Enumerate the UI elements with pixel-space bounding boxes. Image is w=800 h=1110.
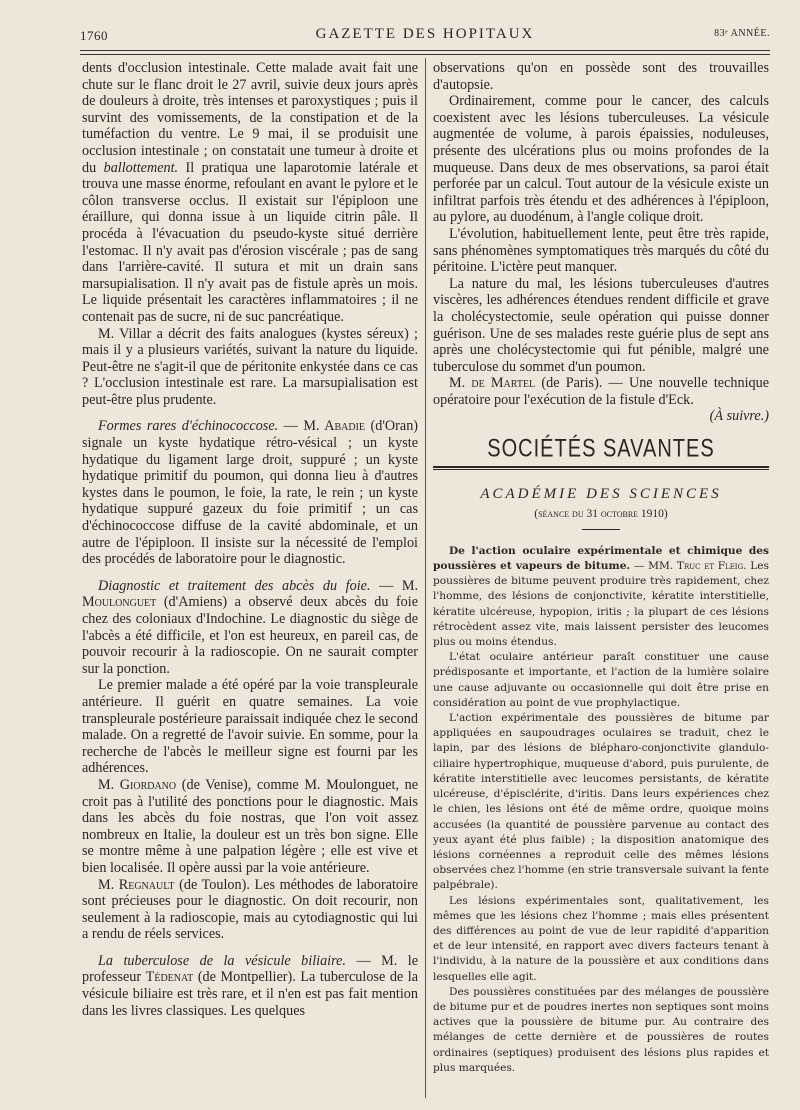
paragraph: Ordinairement, comme pour le cancer, des calculs coexistent avec les lésions tuberculeuses. La vésicule augmentée de volume, à parois épaissies, noduleuses, présente des ulcérations plus ou moins profondes de la muqueuse. Dans deux de mes observations, sa paroi était perforée par un calcul. Tout autour de la vésicule existe un infiltrat parfois très étendu et des adhérences à l'épiploon, au pylore, au duodénum, à l'angle colique droit. (433, 93, 769, 226)
paragraph: M. de Martel (de Paris). — Une nouvelle technique opératoire pour l'exécution de la fistule d'Eck. (433, 375, 770, 408)
report-title: De l'action oculaire expérimentale et chimique des poussières et vapeurs de bitume. (433, 544, 769, 573)
paragraph: dents d'occlusion intestinale. Cette malade avait fait une chute sur le flanc droit le 27 avril, suivie deux jours après de douleurs à droite, très intenses et paroxystiques ; puis il survint des vomissements, de la constipation et de la tuméfaction du ventre. Le 9 mai, il se produisit une occlusion intestinale ; on constatait une tumeur à droite et du ballottement. Il pratiqua une laparotomie latérale et trouva une masse énorme, refoulant en avant le pylore et le côlon transverse occlus. Il existait sur l'épiploon une éraillure, qui donna issue à un liquide citrin pâle. Il procéda à l'évacuation du pseudo-kyste situé derrière l'estomac. Il n'y avait pas d'érosion viscérale ; pas de sang dans l'arrière-cavité. Il sutura et mit un drain sans marsupialisation. Il n'y avait pas de fistule après un mois. Le liquide présentait les caractères inflammatoires ; il ne contenait pas de sucre, ni de suc pancréatique. (82, 60, 418, 325)
header-rule (80, 50, 770, 55)
section-heading: Formes rares d'échinococcose. (98, 418, 279, 435)
author-name: M. Moulonguet (82, 577, 419, 611)
paragraph: M. Giordano (de Venise), comme M. Moulonguet, ne croit pas à l'utilité des ponctions pour le diagnostic. Mais dans les abcès du foie nostras, que l'on voit assez nombreux en Italie, la douleur est un très bon signe. Elle se montre même à une palpation légère ; elle est vive et bien localisée. Il opère aussi par la voie antérieure. (82, 776, 419, 876)
paragraph: La nature du mal, les lésions tuberculeuses d'autres viscères, les adhérences étendues rendent difficile et grave la cholécystectomie, seule opération qui puisse donner guérison. Une de ses malades reste guérie plus de sept ans après une cholécystectomie qui fut pénible, malgré une tuberculose du sommet d'un poumon. (433, 275, 769, 375)
paragraph: L'évolution, habituellement lente, peut être très rapide, sans phénomènes symptomatiques très marqués du côté du péritoine. L'ictère peut manquer. (433, 225, 769, 276)
column-divider (425, 58, 426, 1098)
author-name: M. Abadie (303, 418, 366, 435)
paragraph: De l'action oculaire expérimentale et chimique des poussières et vapeurs de bitume. — MM. Truc et Fleig. Les poussières de bitume peuvent produire très rapidement, chez l'homme, des lésions de conjonctivite, kératite interstitielle, kératite ulcéreuse, hypopion, iritis ; la plupart de ces lésions rétrocèdent assez vite, mais laissent persister des leucomes plus ou moins étendus. (433, 544, 769, 649)
paragraph: Diagnostic et traitement des abcès du foie. — M. Moulonguet (d'Amiens) a observé deux abcès du foie chez des coloniaux d'Indochine. Le diagnostic du siège de l'abcès a été difficile, et l'on est heureux, en pareil cas, de pouvoir recourir à la radioscopie. On ne saurait compter sur la ponction. (82, 577, 419, 677)
page-number: 1760 (80, 28, 108, 43)
paragraph: observations qu'on en possède sont des trouvailles d'autopsie. (433, 60, 769, 93)
section-rule-thin (433, 469, 769, 470)
journal-title: GAZETTE DES HOPITAUX (315, 26, 535, 42)
paragraph: Les lésions expérimentales sont, qualitativement, les mêmes que les lésions chez l'homme ; mais elles présentent des différences au point de vue de leur rapidité d'apparition et de leur intensité, en rapport avec divers facteurs tenant à l'individu, à la nature de la poussière et aux conditions dans lesquelles elle agit. (433, 894, 769, 983)
session-date: (séance du 31 octobre 1910) (534, 508, 668, 521)
paragraph: Le premier malade a été opéré par la voie transpleurale antérieure. Il guérit en quatre semaines. La voie transpleurale postérieure paraissait indiquée chez le second malade. On a regretté de l'avoir suivie. En somme, pour la recherche de l'abcès le meilleur signe est fourni par les adhérences. (82, 677, 418, 777)
right-column (433, 60, 769, 1076)
section-title: SOCIÉTÉS SAVANTES (487, 435, 715, 463)
author-name: M. Giordano (98, 776, 177, 793)
author-names: — MM. Truc et Fleig. (633, 560, 747, 573)
paragraph: La tuberculose de la vésicule biliaire. — M. le professeur Tédenat (de Montpellier). La tuberculose de la vésicule biliaire est très rare, et il n'en est pas fait mention dans les livres classiques. Les quelques (82, 952, 419, 1019)
paragraph: M. Villar a décrit des faits analogues (kystes séreux) ; mais il y a plusieurs variétés, suivant la nature du liquide. Peut-être ne s'agit-il que de péritonite enkystée dans ce cas ? L'occlusion intestinale est rare. La marsupialisation est peut-être plus prudente. (82, 325, 418, 408)
academy-report (433, 544, 769, 1076)
author-name: Tédenat (145, 969, 194, 986)
paragraph: L'action expérimentale des poussières de bitume par appliquées en saupoudrages oculaires se traduit, chez le lapin, par des lésions de blépharo-conjonctivite glandulo-ciliaire hypertrophique, muqueuse d'abord, puis purulente, de kératite interstitielle avec leucomes persistants, de kératite ulcéreuse, d'épisclérite, d'iritis. Dans leurs expériences chez le chien, les lésions ont été de même ordre, quoique moins accusées (la quantité de poussière parvenue au contact des yeux ayant été plus faible) ; la disposition anatomique des lésions cornéennes a reproduit celle des mêmes lésions observées chez l'homme (en strie transversale suivant la fente palpébrale). (433, 712, 769, 892)
section-rule (433, 466, 769, 468)
paragraph: L'état oculaire antérieur paraît constituer une cause prédisposante et importante, et l'action de la lumière solaire une cause adjuvante ou occasionnelle qui doit être prise en considération au point de vue prophylactique. (433, 651, 769, 709)
page-header (80, 24, 770, 48)
paragraph: M. Regnault (de Toulon). Les méthodes de laboratoire sont précieuses pour le diagnostic. On doit recourir, non seulement à la radioscopie, mais au cytodiagnostic qui lui a rendu de réels services. (82, 876, 418, 943)
section-heading: Diagnostic et traitement des abcès du foie. (98, 577, 371, 594)
left-column (82, 60, 418, 1019)
section-heading: La tuberculose de la vésicule biliaire. (98, 952, 346, 969)
paragraph: Des poussières constituées par des mélanges de poussière de bitume pur et de poudres inertes non septiques sont moins actives que la poussière de bitume pur. Au contraire des mélanges de cette dernière et de poussières de routes ordinaires (septiques) produisent des lésions plus rapides et plus marquées. (433, 985, 769, 1074)
issue-label: 83ᵉ ANNÉE. (714, 28, 770, 39)
academy-title: ACADÉMIE DES SCIENCES (480, 485, 722, 502)
paragraph: Formes rares d'échinococcose. — M. Abadie (d'Oran) signale un kyste hydatique rétro-vésical ; un kyste hydatique du ligament large droit, suppuré ; un kyste hydatique primitif du poumon, qui donna lieu à d'autres kystes dans le poumon, le foie, la rate, le rein ; un kyste hydatique suppuré gazeux du foie primitif ; un cas d'échinococcose diffuse de la cavité abdominale, et un autre de l'épiploon. Il insiste sur la nécessité de l'emploi des procédés de laboratoire pour le diagnostic. (82, 418, 419, 568)
author-name: M. de Martel (449, 375, 536, 392)
author-name: M. Regnault (98, 876, 175, 893)
short-divider (582, 529, 620, 530)
to-be-continued: (À suivre.) (709, 408, 769, 425)
